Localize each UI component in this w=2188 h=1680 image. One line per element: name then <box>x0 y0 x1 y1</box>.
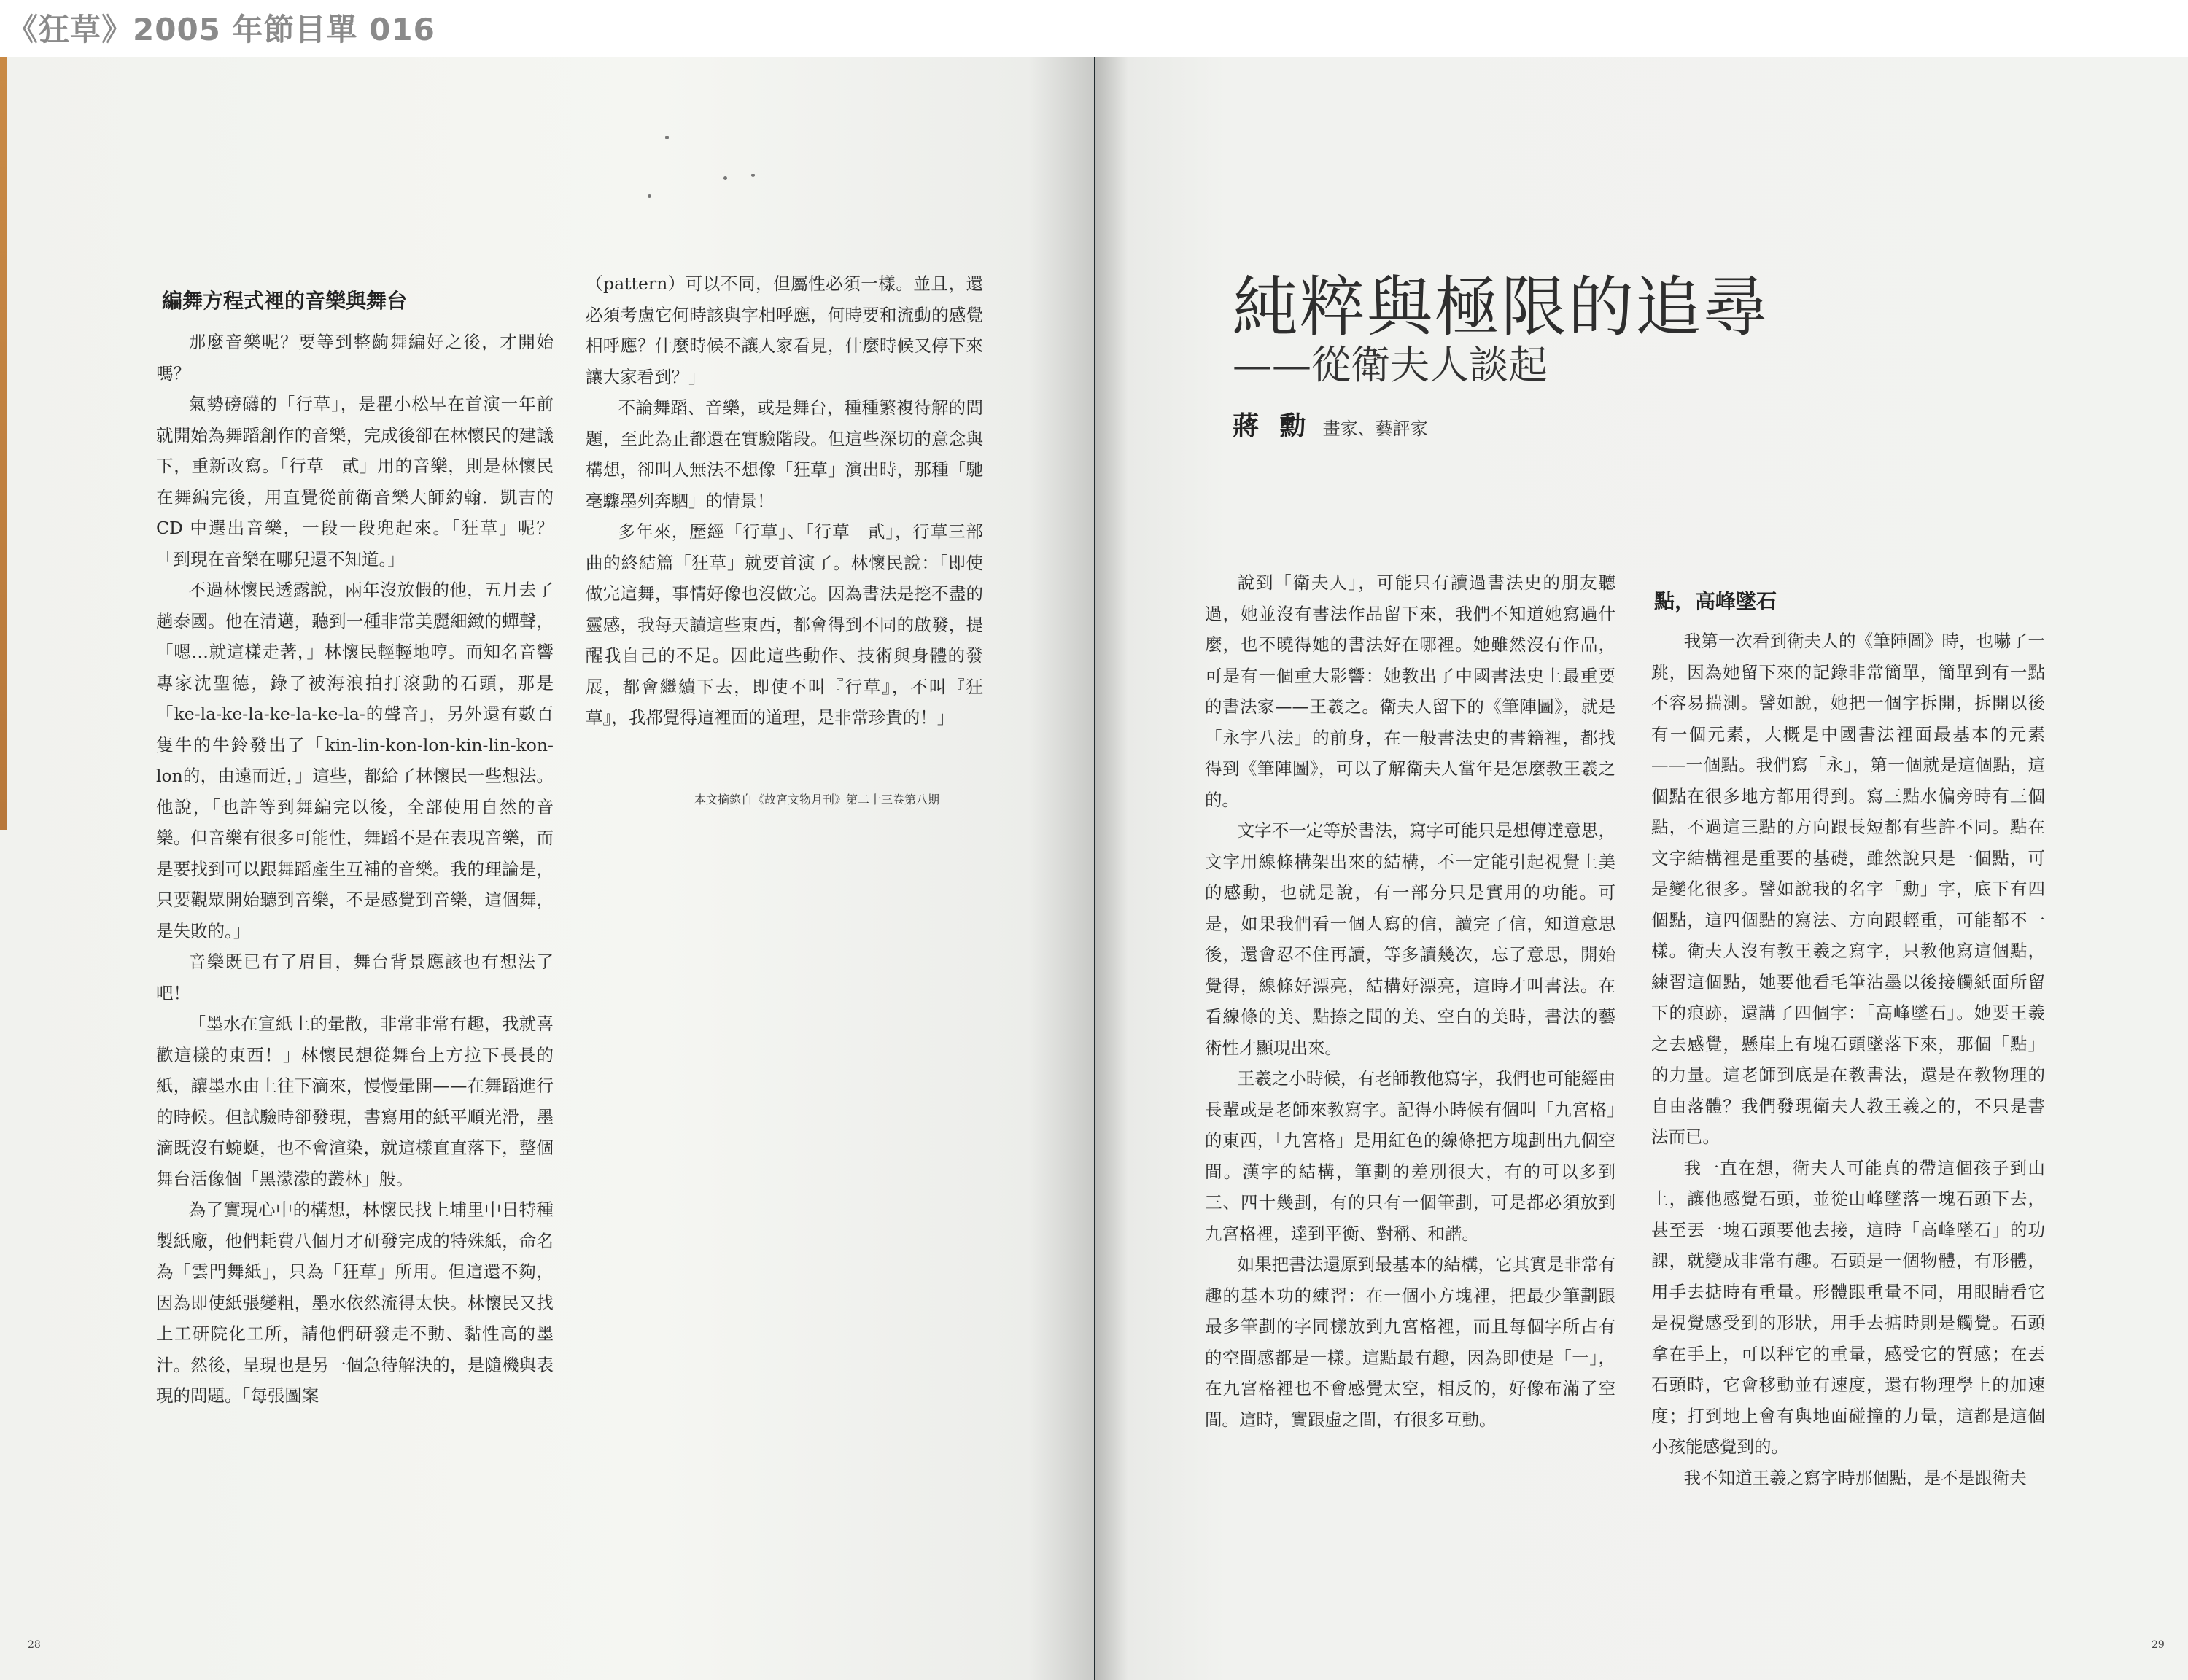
book-spread <box>0 57 2188 1680</box>
author-line <box>1233 405 1428 443</box>
article-subtitle: ——從衛夫人談起 <box>1233 342 1548 388</box>
page-number: 29 <box>2152 1639 2165 1651</box>
paragraph: 我不知道王羲之寫字時那個點，是不是跟衛夫 <box>1683 1467 2027 1488</box>
paragraph: 多年來，歷經「行草」、「行草 貳」，行草三部曲的終結篇「狂草」就要首演了。林懷民說：「即使做完這舞，事情好像也沒做完。因為書法是挖不盡的靈感，我每天讀這些東西，都會得到不同的啟發，提醒我自己的不足。因此這些動作、技術與身體的發展，都會繼續下去，即使不叫『行草』，不叫『狂草』，我都覺得這裡面的道理，是非常珍貴的！」 <box>586 521 983 728</box>
source-credit: 本文摘錄自《故宮文物月刊》第二十三卷第八期 <box>694 793 940 806</box>
dust-speck <box>751 174 755 177</box>
left-page <box>0 57 1094 1680</box>
paragraph: 不論舞蹈、音樂，或是舞台，種種繁複待解的問題，至此為止都還在實驗階段。但這些深切的意念與構想，卻叫人無法不想像「狂草」演出時，那種「馳毫驟墨列奔駟」的情景！ <box>586 397 983 511</box>
dust-speck <box>648 194 651 198</box>
page-number: 28 <box>28 1639 41 1651</box>
paragraph: 文字不一定等於書法，寫字可能只是想傳達意思，文字用線條構架出來的結構，不一定能引起視覺上美的感動，也就是說，有一部分只是實用的功能。可是，如果我們看一個人寫的信，讀完了信，知道意思後，還會忍不住再讀，等多讀幾次，忘了意思，開始覺得，線條好漂亮，結構好漂亮，這時才叫書法。在看線條的美、點捺之間的美、空白的美時，書法的藝術性才顯現出來。 <box>1205 820 1615 1058</box>
left-column-1 <box>156 327 554 1412</box>
paragraph: 為了實現心中的構想，林懷民找上埔里中日特種製紙廠，他們耗費八個月才研發完成的特殊紙，命名為「雲門舞紙」，只為「狂草」所用。但這還不夠，因為即使紙張變粗，墨水依然流得太快。林懷民又找上工研院化工所，請他們研發走不動、黏性高的墨汁。然後，呈現也是另一個急待解決的，是隨機與表現的問題。「每張圖案 <box>156 1199 554 1406</box>
paragraph: （pattern）可以不同，但屬性必須一樣。並且，還必須考慮它何時該與字相呼應，何時要和流動的感覺相呼應？什麼時候不讓人家看見，什麼時候又停下來讓大家看到？」 <box>586 273 983 387</box>
page-header <box>0 0 2188 57</box>
dust-speck <box>723 176 727 180</box>
right-column-2 <box>1651 626 2045 1493</box>
page-edge <box>0 57 7 830</box>
paragraph: 「墨水在宣紙上的暈散，非常非常有趣，我就喜歡這樣的東西！」林懷民想從舞台上方拉下長長的紙，讓墨水由上往下滴來，慢慢暈開——在舞蹈進行的時候。但試驗時卻發現，書寫用的紙平順光滑，墨滴既沒有蜿蜒，也不會渲染，就這樣直直落下，整個舞台活像個「黑濛濛的叢林」般。 <box>156 1014 554 1189</box>
section-heading: 點，高峰墜石 <box>1654 589 1777 613</box>
right-column-1 <box>1205 567 1615 1435</box>
paragraph: 氣勢磅礴的「行草」，是瞿小松早在首演一年前就開始為舞蹈創作的音樂，完成後卻在林懷民的建議下，重新改寫。「行草 貳」用的音樂，則是林懷民在舞編完後，用直覺從前衛音樂大師約翰．凱吉的 CD 中選出音樂，一段一段兜起來。「狂草」呢？「到現在音樂在哪兒還不知道。」 <box>156 394 554 569</box>
paragraph: 音樂既已有了眉目，舞台背景應該也有想法了吧！ <box>156 952 554 1003</box>
paragraph: 我一直在想，衛夫人可能真的帶這個孩子到山上，讓他感覺石頭，並從山峰墜落一塊石頭下去，甚至丟一塊石頭要他去接，這時「高峰墜石」的功課，就變成非常有趣。石頭是一個物體，有形體，用手去掂時有重量。形體跟重量不同，用眼睛看它是視覺感受到的形狀，用手去掂時則是觸覺。石頭拿在手上，可以秤它的重量，感受它的質感；在丟石頭時，它會移動並有速度，還有物理學上的加速度；打到地上會有與地面碰撞的力量，這都是這個小孩能感覺到的。 <box>1651 1157 2045 1457</box>
left-column-2 <box>586 268 983 734</box>
article-title: 純粹與極限的追尋 <box>1233 269 1769 346</box>
author-name: 蔣 勳 <box>1233 411 1312 441</box>
dust-speck <box>665 136 669 139</box>
section-heading: 編舞方程式裡的音樂與舞台 <box>162 289 408 313</box>
paragraph: 那麼音樂呢？要等到整齣舞編好之後，才開始嗎？ <box>156 332 554 384</box>
paragraph: 我第一次看到衛夫人的《筆陣圖》時，也嚇了一跳，因為她留下來的記錄非常簡單，簡單到有一點不容易揣測。譬如說，她把一個字拆開，拆開以後有一個元素，大概是中國書法裡面最基本的元素——一個點。我們寫「永」，第一個就是這個點，這個點在很多地方都用得到。寫三點水偏旁時有三個點，不過這三點的方向跟長短都有些許不同。點在文字結構裡是重要的基礎，雖然說只是一個點，可是變化很多。譬如說我的名字「勳」字，底下有四個點，這四個點的寫法、方向跟輕重，可能都不一樣。衛夫人沒有教王羲之寫字，只教他寫這個點，練習這個點，她要他看毛筆沾墨以後接觸紙面所留下的痕跡，還講了四個字：「高峰墜石」。她要王羲之去感覺，懸崖上有塊石頭墜落下來，那個「點」的力量。這老師到底是在教書法，還是在教物理的自由落體？我們發現衛夫人教王羲之的，不只是書法而已。 <box>1651 631 2045 1147</box>
author-role: 畫家、藝評家 <box>1322 419 1428 439</box>
paragraph: 不過林懷民透露說，兩年沒放假的他，五月去了趟泰國。他在清邁，聽到一種非常美麗細緻的蟬聲，「嗯…就這樣走著，」林懷民輕輕地哼。而知名音響專家沈聖德，錄了被海浪拍打滾動的石頭，那是「ke-la-ke-la-ke-la-ke-la-的聲音」，另外還有數百隻牛的牛鈴發出了「kin-lin-kon-lon-kin-lin-kon-lon的，由遠而近，」這些，都給了林懷民一些想法。他說，「也許等到舞編完以後，全部使用自然的音樂。但音樂有很多可能性，舞蹈不是在表現音樂，而是要找到可以跟舞蹈產生互補的音樂。我的理論是，只要觀眾開始聽到音樂，不是感覺到音樂，這個舞，是失敗的。」 <box>156 580 554 941</box>
program-title: 《狂草》2005 年節目單 016 <box>7 12 435 47</box>
paragraph: 說到「衛夫人」，可能只有讀過書法史的朋友聽過，她並沒有書法作品留下來，我們不知道她寫過什麼，也不曉得她的書法好在哪裡。她雖然沒有作品，可是有一個重大影響：她教出了中國書法史上最重要的書法家——王羲之。衛夫人留下的《筆陣圖》，就是「永字八法」的前身，在一般書法史的書籍裡，都找得到《筆陣圖》，可以了解衛夫人當年是怎麼教王羲之的。 <box>1205 572 1615 810</box>
paragraph: 如果把書法還原到最基本的結構，它其實是非常有趣的基本功的練習：在一個小方塊裡，把最少筆劃跟最多筆劃的字同樣放到九宮格裡，而且每個字所占有的空間感都是一樣。這點最有趣，因為即使是「一」，在九宮格裡也不會感覺太空，相反的，好像布滿了空間。這時，實跟虛之間，有很多互動。 <box>1205 1254 1615 1430</box>
paragraph: 王羲之小時候，有老師教他寫字，我們也可能經由長輩或是老師來教寫字。記得小時候有個叫「九宮格」的東西，「九宮格」是用紅色的線條把方塊劃出九個空間。漢字的結構，筆劃的差別很大，有的可以多到三、四十幾劃，有的只有一個筆劃，可是都必須放到九宮格裡，達到平衡、對稱、和諧。 <box>1205 1068 1615 1244</box>
